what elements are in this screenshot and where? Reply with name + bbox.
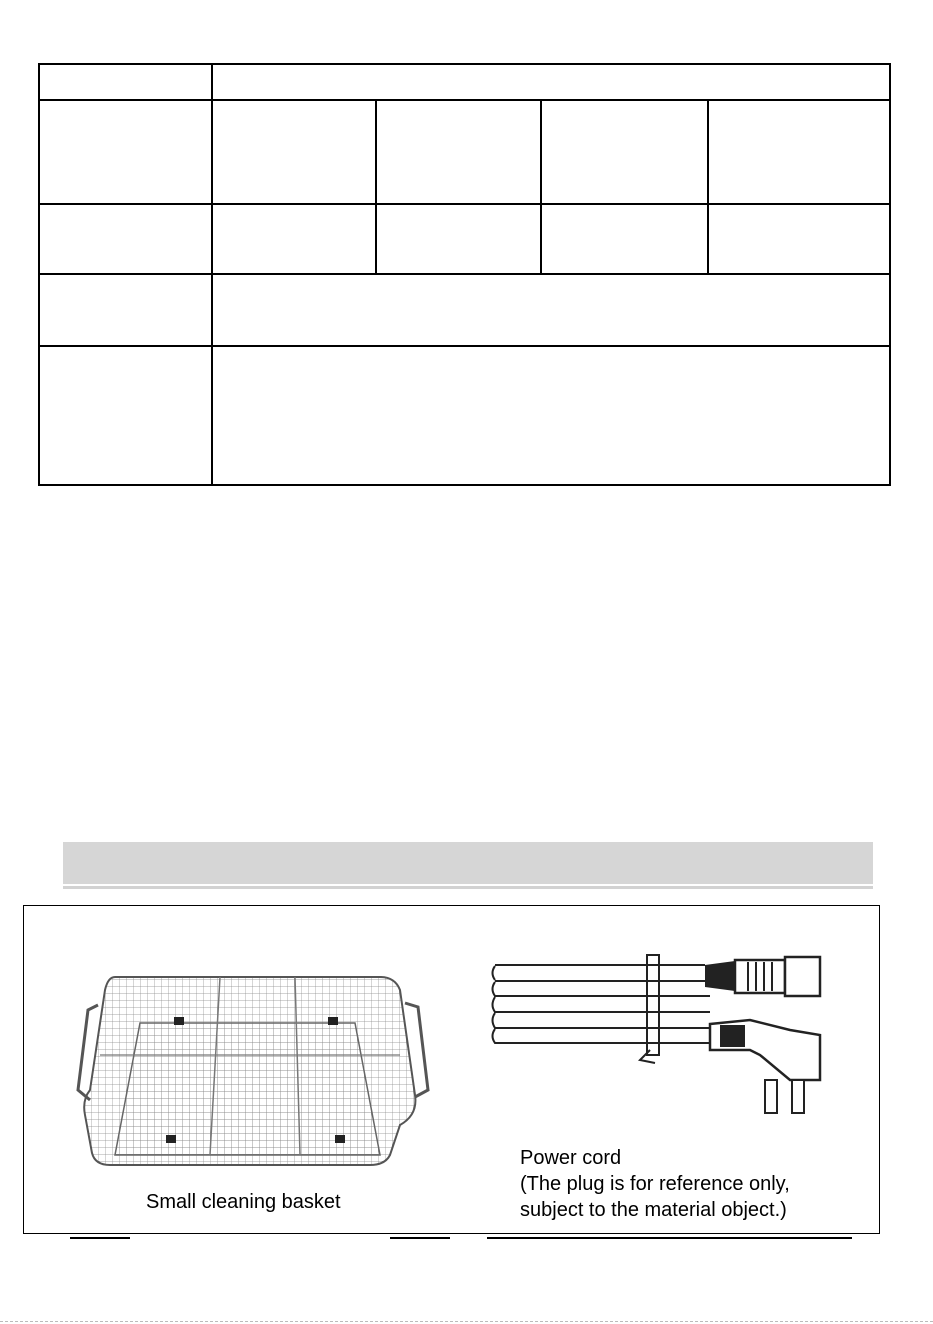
power-cord-caption-line: Power cord <box>520 1147 622 1169</box>
table-row-divider <box>38 203 891 205</box>
table-row-divider <box>38 345 891 347</box>
power-cord-caption-line: subject to the material object.) <box>520 1199 787 1221</box>
power-cord-caption <box>520 1145 790 1223</box>
basket-caption: Small cleaning basket <box>146 1191 341 1213</box>
power-cord-caption-line: (The plug is for reference only, <box>520 1173 790 1195</box>
bottom-rule-segment <box>487 1237 852 1239</box>
table-border-left <box>38 63 40 486</box>
table-column-divider <box>540 99 542 274</box>
table-column-divider <box>211 63 213 486</box>
section-heading-bar <box>63 842 873 884</box>
table-row-divider <box>38 273 891 275</box>
table-column-divider <box>707 99 709 274</box>
cleaning-basket-icon <box>70 965 430 1170</box>
table-column-divider <box>375 99 377 274</box>
bottom-rule-segment <box>70 1237 130 1239</box>
table-row-divider <box>38 99 891 101</box>
power-cord-icon <box>490 950 830 1120</box>
table-border-bottom <box>38 484 891 486</box>
table-border-right <box>889 63 891 486</box>
section-heading-rule <box>63 886 873 889</box>
bottom-rule-segment <box>390 1237 450 1239</box>
page-edge-dashes <box>0 1321 933 1322</box>
table-border-top <box>38 63 891 65</box>
specification-table <box>38 63 891 486</box>
